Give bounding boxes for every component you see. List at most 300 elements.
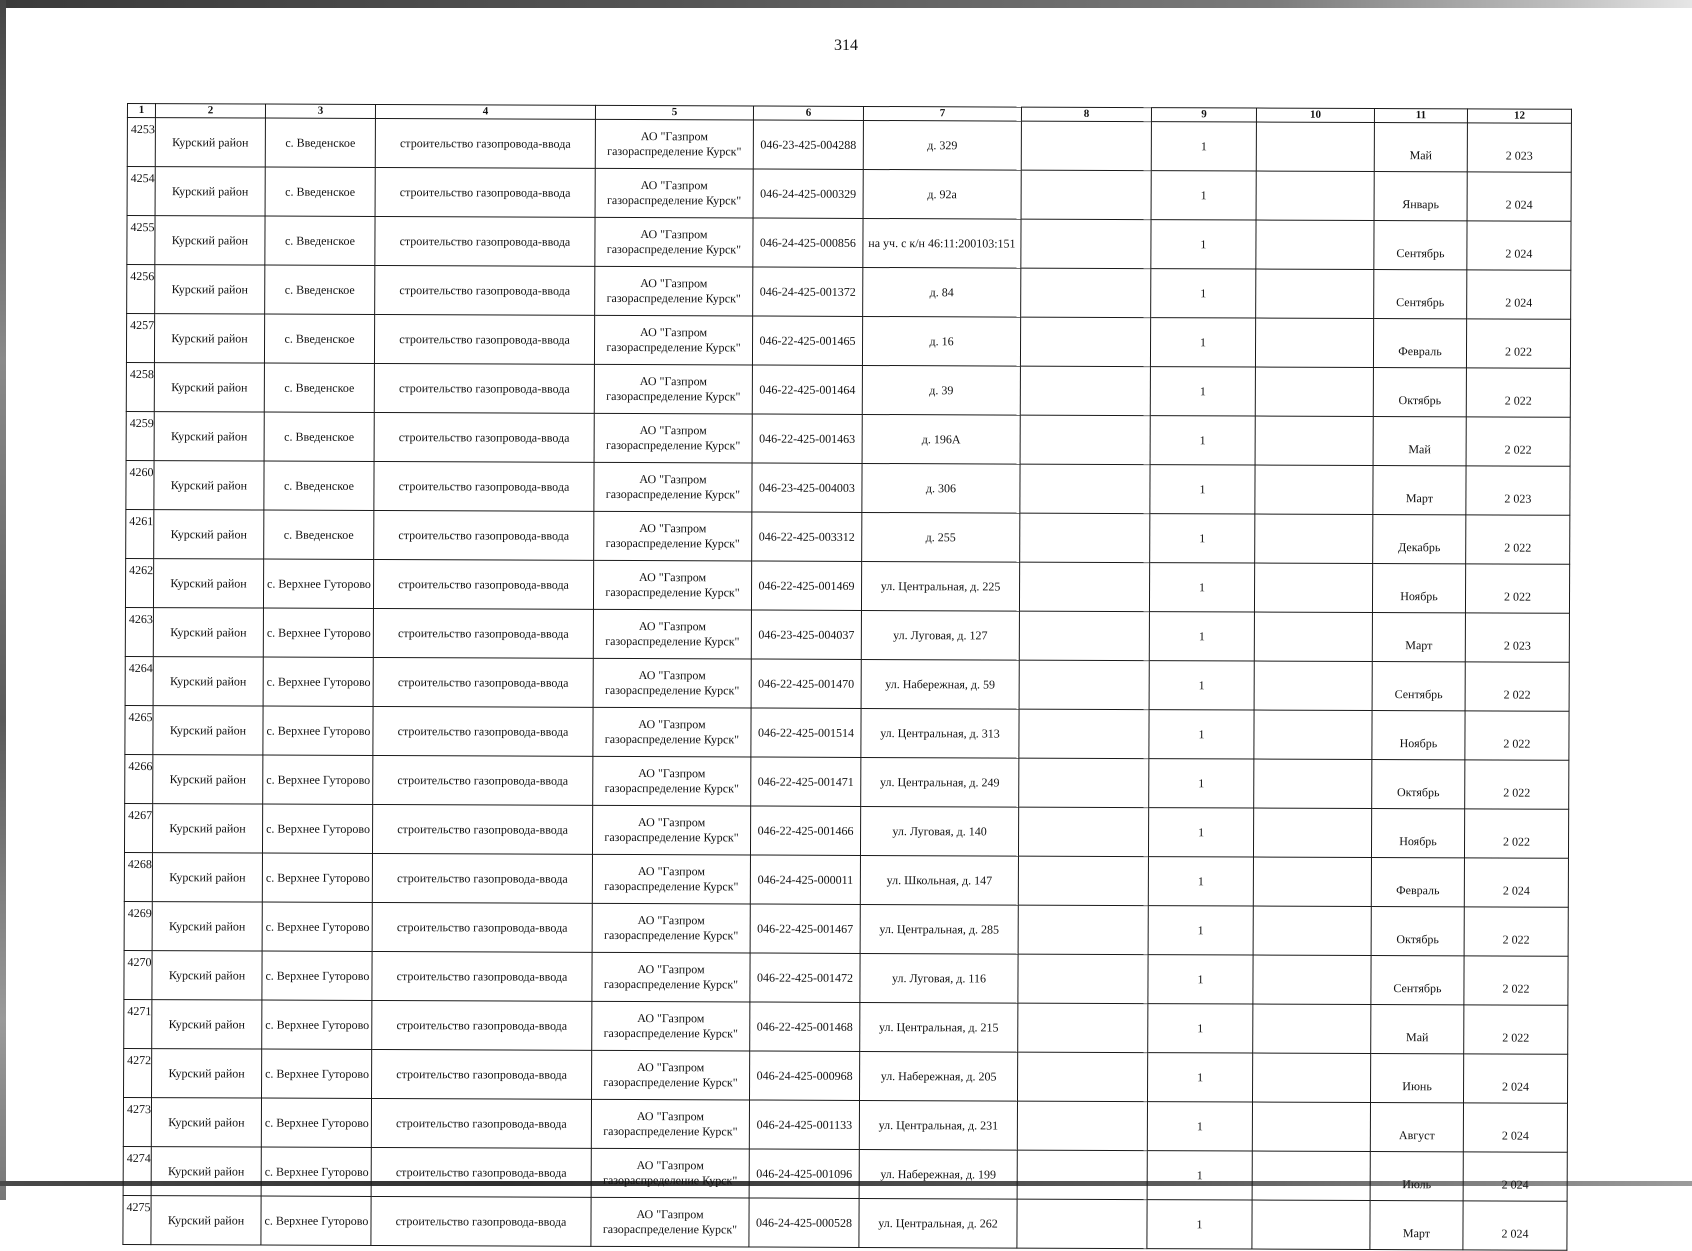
- year-cell: 2 024: [1467, 221, 1571, 270]
- table-row: [127, 118, 1571, 173]
- organization-line-2: газораспределение Курск": [603, 976, 739, 992]
- work-type-cell: строительство газопровода-ввода: [374, 510, 594, 560]
- work-type-cell: строительство газопровода-ввода: [372, 1049, 592, 1099]
- table-row: [127, 167, 1571, 222]
- year-cell: 2 022: [1466, 319, 1570, 368]
- work-type-cell: строительство газопровода-ввода: [374, 412, 594, 462]
- year-cell: 2 024: [1467, 270, 1571, 319]
- organization-line-1: АО "Газпром: [637, 1060, 705, 1075]
- month-cell: Январь: [1374, 172, 1467, 221]
- organization-cell: [591, 1197, 749, 1247]
- table-row: [126, 411, 1570, 466]
- count-cell: 1: [1147, 1200, 1252, 1249]
- table-row: [124, 852, 1568, 907]
- column-10-cell: [1255, 416, 1373, 465]
- object-code-cell: 046-22-425-001464: [752, 365, 862, 414]
- district-cell: Курский район: [154, 510, 264, 559]
- work-type-cell: строительство газопровода-ввода: [375, 216, 595, 266]
- year-cell: 2 023: [1467, 123, 1571, 172]
- count-cell: 1: [1148, 906, 1253, 955]
- column-10-cell: [1255, 465, 1373, 514]
- district-cell: Курский район: [151, 1147, 261, 1196]
- district-cell: Курский район: [153, 706, 263, 755]
- column-8-cell: [1020, 464, 1150, 514]
- organization-line-1: АО "Газпром: [640, 276, 708, 291]
- column-header: 12: [1467, 109, 1571, 123]
- month-cell: Июль: [1370, 1151, 1463, 1200]
- organization-line-1: АО "Газпром: [637, 864, 706, 879]
- column-8-cell: [1018, 807, 1148, 857]
- settlement-cell: с. Верхнее Гуторово: [262, 804, 372, 853]
- table-row: [126, 460, 1570, 515]
- settlement-cell: с. Введенское: [264, 461, 374, 510]
- work-type-cell: строительство газопровода-ввода: [371, 1098, 591, 1148]
- row-number-cell: 4255: [127, 216, 155, 265]
- row-number-cell: 4253: [127, 118, 155, 167]
- table-row: [124, 901, 1568, 956]
- address-cell: ул. Набережная, д. 59: [861, 659, 1019, 709]
- organization-line-2: газораспределение Курск": [606, 192, 742, 208]
- work-type-cell: строительство газопровода-ввода: [372, 804, 592, 854]
- count-cell: 1: [1147, 1053, 1252, 1102]
- organization-cell: [593, 756, 751, 806]
- object-code-cell: 046-22-425-001469: [751, 561, 861, 610]
- row-number-cell: 4267: [124, 803, 152, 852]
- settlement-cell: с. Верхнее Гуторово: [262, 951, 372, 1000]
- object-code-cell: 046-24-425-001133: [749, 1100, 859, 1149]
- settlement-cell: с. Введенское: [265, 265, 375, 314]
- column-8-cell: [1018, 856, 1148, 906]
- column-8-cell: [1021, 170, 1151, 220]
- scan-edge-left: [0, 0, 6, 1200]
- month-cell: Октябрь: [1372, 760, 1465, 809]
- settlement-cell: с. Верхнее Гуторово: [263, 657, 373, 706]
- column-10-cell: [1254, 661, 1372, 710]
- organization-line-1: АО "Газпром: [638, 668, 706, 683]
- organization-cell: [592, 854, 750, 904]
- work-type-cell: строительство газопровода-ввода: [373, 657, 593, 707]
- address-cell: д. 84: [863, 267, 1021, 317]
- month-cell: Май: [1371, 1005, 1464, 1054]
- count-cell: 1: [1147, 1102, 1252, 1151]
- district-cell: Курский район: [152, 902, 262, 951]
- year-cell: 2 022: [1466, 368, 1570, 417]
- column-header: 3: [265, 104, 375, 118]
- work-type-cell: строительство газопровода-ввода: [373, 559, 593, 609]
- table-row: [127, 265, 1571, 320]
- column-10-cell: [1255, 318, 1373, 367]
- table-body: [123, 118, 1572, 1251]
- organization-line-1: АО "Газпром: [638, 717, 706, 732]
- organization-line-2: газораспределение Курск": [603, 1074, 738, 1090]
- settlement-cell: с. Верхнее Гуторово: [263, 559, 373, 608]
- organization-line-1: АО "Газпром: [639, 325, 708, 340]
- column-8-cell: [1021, 268, 1151, 318]
- settlement-cell: с. Введенское: [264, 510, 374, 559]
- table-row: [125, 607, 1569, 662]
- table-row: [125, 754, 1569, 809]
- object-code-cell: 046-24-425-000011: [750, 855, 860, 904]
- organization-line-1: АО "Газпром: [636, 1109, 705, 1124]
- column-header: 4: [375, 104, 595, 119]
- organization-cell: [593, 609, 751, 659]
- district-cell: Курский район: [154, 314, 264, 363]
- row-number-cell: 4259: [126, 411, 154, 460]
- object-code-cell: 046-24-425-000856: [753, 218, 863, 267]
- column-header: 2: [155, 104, 265, 118]
- month-cell: Февраль: [1373, 319, 1466, 368]
- column-8-cell: [1017, 1150, 1147, 1200]
- district-cell: Курский район: [153, 608, 263, 657]
- column-10-cell: [1252, 1053, 1370, 1102]
- organization-line-1: АО "Газпром: [637, 913, 705, 928]
- work-type-cell: строительство газопровода-ввода: [372, 853, 592, 903]
- organization-line-2: газораспределение Курск": [605, 633, 740, 649]
- organization-line-2: газораспределение Курск": [605, 437, 741, 453]
- district-cell: Курский район: [151, 1196, 261, 1245]
- column-10-cell: [1254, 612, 1372, 661]
- column-8-cell: [1021, 219, 1151, 269]
- organization-cell: [594, 462, 752, 512]
- month-cell: Май: [1373, 417, 1466, 466]
- settlement-cell: с. Верхнее Гуторово: [261, 1196, 371, 1245]
- object-code-cell: 046-22-425-001471: [751, 757, 861, 806]
- organization-line-2: газораспределение Курск": [606, 241, 742, 257]
- month-cell: Сентябрь: [1374, 270, 1467, 319]
- year-cell: 2 022: [1464, 809, 1568, 858]
- column-10-cell: [1256, 122, 1374, 171]
- column-header: 1: [127, 104, 155, 118]
- table-row: [125, 705, 1569, 760]
- object-code-cell: 046-22-425-001514: [751, 708, 861, 757]
- table-row: [124, 803, 1568, 858]
- organization-line-2: газораспределение Курск": [606, 339, 741, 355]
- work-type-cell: строительство газопровода-ввода: [371, 1147, 591, 1197]
- table-row: [127, 216, 1571, 271]
- row-number-cell: 4265: [125, 705, 153, 754]
- organization-cell: [592, 952, 750, 1002]
- column-header: 10: [1256, 108, 1374, 122]
- object-code-cell: 046-24-425-000528: [749, 1198, 859, 1247]
- table-row: [124, 999, 1568, 1054]
- address-cell: ул. Центральная, д. 285: [860, 904, 1018, 954]
- organization-cell: [594, 413, 752, 463]
- row-number-cell: 4260: [126, 460, 154, 509]
- month-cell: Октябрь: [1371, 907, 1464, 956]
- column-10-cell: [1256, 220, 1374, 269]
- table-row: [126, 314, 1570, 369]
- organization-cell: [591, 1148, 749, 1198]
- work-type-cell: строительство газопровода-ввода: [373, 608, 593, 658]
- column-10-cell: [1252, 1151, 1370, 1200]
- column-10-cell: [1254, 563, 1372, 612]
- work-type-cell: строительство газопровода-ввода: [375, 265, 595, 315]
- year-cell: 2 022: [1465, 662, 1569, 711]
- year-cell: 2 022: [1465, 711, 1569, 760]
- table-row: [123, 1195, 1567, 1250]
- column-10-cell: [1254, 759, 1372, 808]
- organization-cell: [593, 560, 751, 610]
- column-8-cell: [1018, 1003, 1148, 1053]
- count-cell: 1: [1147, 1151, 1252, 1200]
- object-code-cell: 046-22-425-001472: [750, 953, 860, 1002]
- count-cell: 1: [1148, 1004, 1253, 1053]
- organization-line-1: АО "Газпром: [637, 962, 705, 977]
- organization-line-1: АО "Газпром: [640, 129, 708, 144]
- count-cell: 1: [1148, 955, 1253, 1004]
- year-cell: 2 022: [1464, 907, 1568, 956]
- month-cell: Сентябрь: [1374, 221, 1467, 270]
- year-cell: 2 023: [1466, 466, 1570, 515]
- organization-cell: [592, 903, 750, 953]
- month-cell: Ноябрь: [1371, 809, 1464, 858]
- organization-line-2: газораспределение Курск": [604, 682, 740, 698]
- district-cell: Курский район: [153, 559, 263, 608]
- organization-line-2: газораспределение Курск": [603, 1025, 738, 1041]
- object-code-cell: 046-23-425-004037: [751, 610, 861, 659]
- row-number-cell: 4266: [125, 754, 153, 803]
- organization-line-1: АО "Газпром: [637, 1011, 705, 1026]
- column-8-cell: [1018, 1052, 1148, 1102]
- column-8-cell: [1020, 415, 1150, 465]
- column-8-cell: [1021, 121, 1151, 171]
- count-cell: 1: [1151, 220, 1256, 269]
- count-cell: 1: [1150, 416, 1255, 465]
- year-cell: 2 023: [1465, 613, 1569, 662]
- organization-line-1: АО "Газпром: [638, 619, 706, 634]
- object-code-cell: 046-24-425-000968: [750, 1051, 860, 1100]
- scan-edge-top: [0, 0, 1692, 8]
- row-number-cell: 4272: [124, 1048, 152, 1097]
- district-cell: Курский район: [152, 853, 262, 902]
- column-header: 11: [1374, 109, 1467, 123]
- table-row: [125, 558, 1569, 613]
- row-number-cell: 4268: [124, 852, 152, 901]
- settlement-cell: с. Верхнее Гуторово: [262, 1049, 372, 1098]
- organization-cell: [593, 658, 751, 708]
- work-type-cell: строительство газопровода-ввода: [372, 902, 592, 952]
- month-cell: Март: [1370, 1200, 1463, 1249]
- address-cell: ул. Центральная, д. 231: [859, 1100, 1017, 1150]
- organization-cell: [595, 168, 753, 218]
- column-10-cell: [1256, 269, 1374, 318]
- organization-cell: [595, 266, 753, 316]
- organization-line-2: газораспределение Курск": [604, 878, 739, 894]
- object-code-cell: 046-22-425-001465: [752, 316, 862, 365]
- district-cell: Курский район: [155, 216, 265, 265]
- count-cell: 1: [1149, 710, 1254, 759]
- page-number: 314: [834, 37, 858, 54]
- organization-line-2: газораспределение Курск": [604, 731, 740, 747]
- column-8-cell: [1020, 317, 1150, 367]
- district-cell: Курский район: [155, 118, 265, 167]
- column-header: 8: [1021, 107, 1151, 122]
- count-cell: 1: [1148, 857, 1253, 906]
- table-row: [125, 656, 1569, 711]
- year-cell: 2 024: [1463, 1201, 1567, 1250]
- work-type-cell: строительство газопровода-ввода: [371, 1196, 591, 1246]
- organization-line-2: газораспределение Курск": [607, 143, 742, 159]
- object-code-cell: 046-22-425-003312: [752, 512, 862, 561]
- organization-line-1: АО "Газпром: [638, 815, 706, 830]
- organization-cell: [594, 364, 752, 414]
- organization-cell: [592, 805, 750, 855]
- month-cell: Май: [1374, 123, 1467, 172]
- table-row: [126, 362, 1570, 417]
- organization-cell: [591, 1099, 749, 1149]
- settlement-cell: с. Верхнее Гуторово: [263, 755, 373, 804]
- organization-line-2: газораспределение Курск": [604, 780, 739, 796]
- address-cell: ул. Луговая, д. 116: [860, 953, 1018, 1003]
- row-number-cell: 4256: [127, 265, 155, 314]
- column-8-cell: [1018, 954, 1148, 1004]
- column-10-cell: [1253, 906, 1371, 955]
- row-number-cell: 4273: [123, 1097, 151, 1146]
- year-cell: 2 024: [1464, 858, 1568, 907]
- count-cell: 1: [1149, 759, 1254, 808]
- work-type-cell: строительство газопровода-ввода: [375, 167, 595, 217]
- object-code-cell: 046-22-425-001463: [752, 414, 862, 463]
- organization-line-1: АО "Газпром: [639, 472, 707, 487]
- count-cell: 1: [1151, 269, 1256, 318]
- column-header: 9: [1151, 108, 1256, 122]
- organization-line-2: газораспределение Курск": [605, 535, 740, 551]
- year-cell: 2 022: [1466, 515, 1570, 564]
- address-cell: ул. Набережная, д. 199: [859, 1149, 1017, 1199]
- year-cell: 2 024: [1463, 1103, 1567, 1152]
- address-cell: д. 16: [862, 316, 1020, 366]
- column-8-cell: [1019, 660, 1149, 710]
- work-type-cell: строительство газопровода-ввода: [374, 363, 594, 413]
- organization-line-1: АО "Газпром: [638, 766, 706, 781]
- work-type-cell: строительство газопровода-ввода: [372, 1000, 592, 1050]
- row-number-cell: 4258: [126, 362, 154, 411]
- address-cell: ул. Центральная, д. 249: [861, 757, 1019, 807]
- column-8-cell: [1020, 366, 1150, 416]
- month-cell: Сентябрь: [1372, 662, 1465, 711]
- column-10-cell: [1254, 710, 1372, 759]
- organization-line-1: АО "Газпром: [639, 570, 707, 585]
- count-cell: 1: [1148, 808, 1253, 857]
- district-cell: Курский район: [153, 755, 263, 804]
- address-cell: д. 306: [862, 463, 1020, 513]
- organization-line-1: АО "Газпром: [640, 178, 708, 193]
- column-header: 7: [863, 106, 1021, 121]
- object-code-cell: 046-23-425-004003: [752, 463, 862, 512]
- organization-line-1: АО "Газпром: [636, 1158, 704, 1173]
- organization-line-2: газораспределение Курск": [602, 1221, 738, 1237]
- organization-cell: [595, 119, 753, 169]
- column-10-cell: [1255, 367, 1373, 416]
- month-cell: Август: [1370, 1102, 1463, 1151]
- object-code-cell: 046-24-425-001372: [753, 267, 863, 316]
- organization-line-2: газораспределение Курск": [605, 486, 741, 502]
- column-10-cell: [1252, 1102, 1370, 1151]
- count-cell: 1: [1150, 318, 1255, 367]
- column-10-cell: [1252, 1200, 1370, 1249]
- settlement-cell: с. Верхнее Гуторово: [261, 1147, 371, 1196]
- table-row: [124, 1048, 1568, 1103]
- organization-cell: [592, 1050, 750, 1100]
- year-cell: 2 024: [1463, 1054, 1567, 1103]
- settlement-cell: с. Введенское: [265, 118, 375, 167]
- work-type-cell: строительство газопровода-ввода: [374, 314, 594, 364]
- count-cell: 1: [1149, 661, 1254, 710]
- registry-table: [122, 103, 1572, 1251]
- organization-line-2: газораспределение Курск": [606, 290, 741, 306]
- address-cell: ул. Центральная, д. 313: [861, 708, 1019, 758]
- district-cell: Курский район: [154, 461, 264, 510]
- month-cell: Ноябрь: [1372, 564, 1465, 613]
- count-cell: 1: [1150, 367, 1255, 416]
- month-cell: Февраль: [1371, 858, 1464, 907]
- month-cell: Сентябрь: [1371, 956, 1464, 1005]
- organization-line-1: АО "Газпром: [636, 1207, 704, 1222]
- row-number-cell: 4269: [124, 901, 152, 950]
- row-number-cell: 4254: [127, 167, 155, 216]
- address-cell: ул. Школьная, д. 147: [860, 855, 1018, 905]
- column-8-cell: [1019, 709, 1149, 759]
- row-number-cell: 4270: [124, 950, 152, 999]
- month-cell: Июнь: [1370, 1054, 1463, 1103]
- settlement-cell: с. Введенское: [264, 412, 374, 461]
- year-cell: 2 022: [1465, 564, 1569, 613]
- address-cell: на уч. с к/н 46:11:200103:151: [863, 218, 1021, 268]
- organization-line-2: газораспределение Курск": [603, 1123, 738, 1139]
- organization-cell: [592, 1001, 750, 1051]
- column-8-cell: [1020, 513, 1150, 563]
- row-number-cell: 4257: [126, 314, 154, 363]
- settlement-cell: с. Введенское: [265, 167, 375, 216]
- district-cell: Курский район: [152, 804, 262, 853]
- settlement-cell: с. Введенское: [265, 216, 375, 265]
- year-cell: 2 024: [1467, 172, 1571, 221]
- organization-cell: [595, 217, 753, 267]
- address-cell: ул. Центральная, д. 225: [861, 561, 1019, 611]
- address-cell: ул. Центральная, д. 262: [859, 1198, 1017, 1248]
- year-cell: 2 022: [1464, 1005, 1568, 1054]
- month-cell: Декабрь: [1373, 515, 1466, 564]
- column-10-cell: [1255, 514, 1373, 563]
- row-number-cell: 4263: [125, 607, 153, 656]
- address-cell: д. 329: [863, 120, 1021, 170]
- column-8-cell: [1017, 1199, 1147, 1249]
- organization-cell: [594, 315, 752, 365]
- year-cell: 2 024: [1463, 1152, 1567, 1201]
- settlement-cell: с. Верхнее Гуторово: [261, 1098, 371, 1147]
- month-cell: Ноябрь: [1372, 711, 1465, 760]
- year-cell: 2 022: [1466, 417, 1570, 466]
- row-number-cell: 4264: [125, 656, 153, 705]
- column-header: 6: [753, 106, 863, 120]
- column-10-cell: [1256, 171, 1374, 220]
- organization-cell: [593, 707, 751, 757]
- settlement-cell: с. Верхнее Гуторово: [262, 853, 372, 902]
- organization-line-1: АО "Газпром: [639, 521, 707, 536]
- address-cell: д. 196А: [862, 414, 1020, 464]
- address-cell: д. 39: [862, 365, 1020, 415]
- row-number-cell: 4261: [126, 509, 154, 558]
- object-code-cell: 046-22-425-001467: [750, 904, 860, 953]
- column-8-cell: [1019, 562, 1149, 612]
- year-cell: 2 022: [1465, 760, 1569, 809]
- district-cell: Курский район: [151, 1098, 261, 1147]
- address-cell: ул. Центральная, д. 215: [860, 1002, 1018, 1052]
- organization-line-1: АО "Газпром: [640, 227, 708, 242]
- settlement-cell: с. Введенское: [264, 314, 374, 363]
- district-cell: Курский район: [152, 951, 262, 1000]
- column-8-cell: [1017, 1101, 1147, 1151]
